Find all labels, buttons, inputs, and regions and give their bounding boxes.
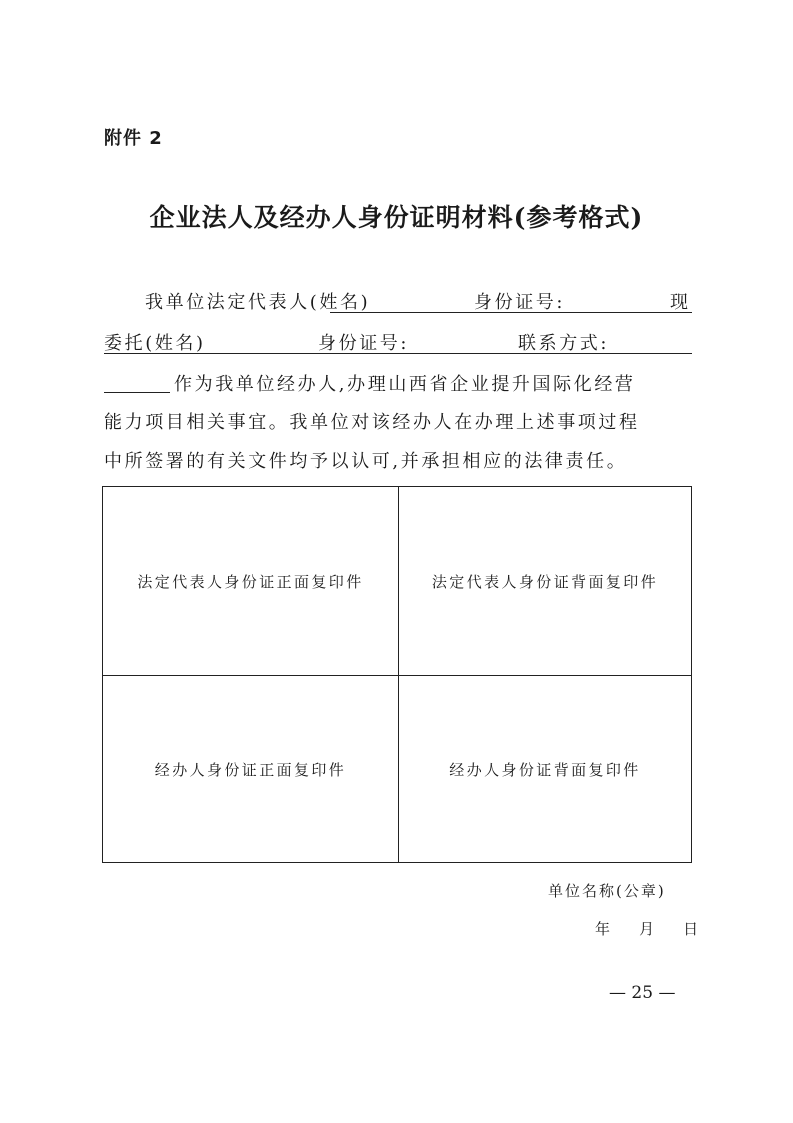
paragraph-line-1-end: 现 — [670, 292, 691, 313]
paragraph-line-2-start: 委托(姓名) — [104, 333, 206, 354]
paragraph-line-1-start: 我单位法定代表人(姓名) — [145, 292, 371, 313]
id-copy-table — [102, 486, 692, 863]
agent-id-back-cell: 经办人身份证背面复印件 — [449, 760, 641, 779]
legal-rep-id-front-cell: 法定代表人身份证正面复印件 — [137, 572, 364, 591]
legal-rep-id-back-cell: 法定代表人身份证背面复印件 — [431, 572, 659, 591]
unit-name-seal: 单位名称(公章) — [548, 882, 666, 900]
page-number: — 25 — — [609, 983, 676, 1003]
name-underline-1 — [330, 312, 692, 313]
paragraph-line-1-id-label: 身份证号: — [474, 292, 566, 313]
blank-underline-3 — [104, 392, 170, 393]
paragraph-line-2-contact-label: 联系方式: — [518, 333, 610, 354]
paragraph-line-5: 中所签署的有关文件均予以认可,并承担相应的法律责任。 — [104, 451, 628, 472]
document-title: 企业法人及经办人身份证明材料(参考格式) — [149, 203, 644, 232]
paragraph-line-3: 作为我单位经办人,办理山西省企业提升国际化经营 — [174, 374, 636, 395]
paragraph-line-2-id-label: 身份证号: — [318, 333, 410, 354]
agent-id-front-cell: 经办人身份证正面复印件 — [154, 760, 347, 779]
name-underline-2 — [104, 353, 692, 354]
attachment-label: 附件 2 — [104, 128, 163, 149]
signature-date: 年 月 日 — [595, 920, 701, 938]
paragraph-line-4: 能力项目相关事宜。我单位对该经办人在办理上述事项过程 — [104, 412, 640, 433]
